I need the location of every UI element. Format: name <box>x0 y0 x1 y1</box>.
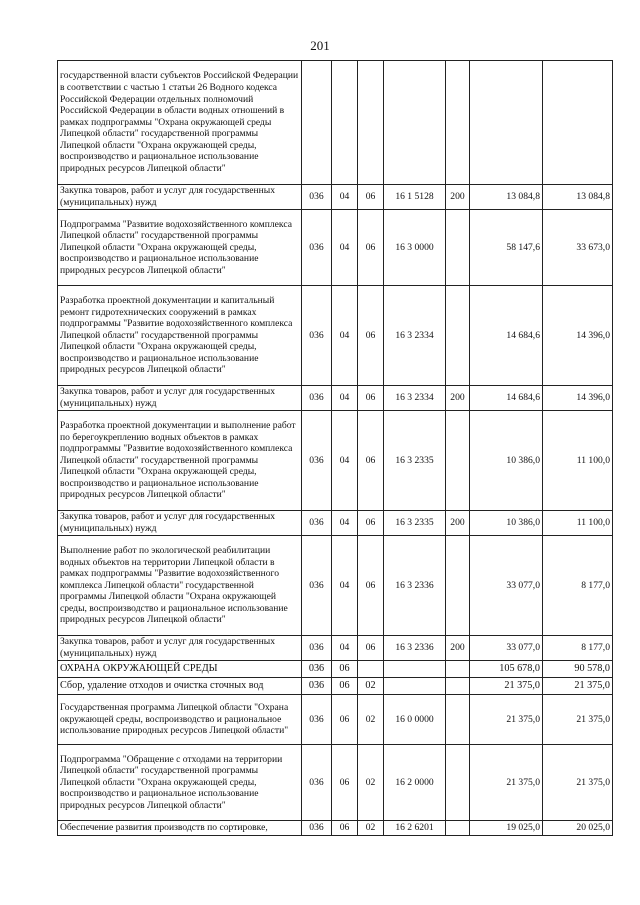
row-amount-year-2: 11 100,0 <box>543 511 613 536</box>
row-section: 04 <box>332 210 358 286</box>
row-target-article: 16 3 2335 <box>384 511 446 536</box>
row-ministry-code: 036 <box>302 411 332 511</box>
table-row <box>58 678 613 695</box>
row-amount-year-2: 14 396,0 <box>543 386 613 411</box>
row-ministry-code: 036 <box>302 536 332 636</box>
row-expense-type <box>446 210 470 286</box>
row-subsection <box>358 61 384 185</box>
row-section: 04 <box>332 536 358 636</box>
row-target-article: 16 3 2336 <box>384 536 446 636</box>
row-section <box>332 61 358 185</box>
row-target-article: 16 2 6201 <box>384 821 446 836</box>
row-ministry-code: 036 <box>302 185 332 210</box>
table-row <box>58 210 613 286</box>
row-expense-type <box>446 61 470 185</box>
row-section: 04 <box>332 185 358 210</box>
row-description: Сбор, удаление отходов и очистка сточных вод <box>58 678 302 695</box>
table-row <box>58 286 613 386</box>
row-description: Выполнение работ по экологической реабилитации водных объектов на территории Липецкой области в рамках подпрограммы "Развитие водохозяйственного комплекса Липецкой области" государственной программы Липецкой области "Охрана окружающей среды, воспроизводство и рациональное использование природных ресурсов Липецкой области" <box>58 536 302 636</box>
row-subsection: 02 <box>358 745 384 821</box>
row-amount-year-2: 90 578,0 <box>543 661 613 678</box>
row-amount-year-2: 13 084,8 <box>543 185 613 210</box>
table-row <box>58 61 613 185</box>
budget-table-body <box>58 61 613 836</box>
row-expense-type <box>446 821 470 836</box>
row-amount-year-1: 33 077,0 <box>470 636 543 661</box>
row-expense-type: 200 <box>446 636 470 661</box>
row-description: Закупка товаров, работ и услуг для государственных (муниципальных) нужд <box>58 185 302 210</box>
page-number: 201 <box>310 38 330 53</box>
row-section: 04 <box>332 636 358 661</box>
row-description: Подпрограмма "Развитие водохозяйственного комплекса Липецкой области" государственной программы Липецкой области "Охрана окружающей среды, воспроизводство и рациональное использование природных ресурсов Липецкой области" <box>58 210 302 286</box>
row-target-article: 16 2 0000 <box>384 745 446 821</box>
row-section: 04 <box>332 411 358 511</box>
row-description: Закупка товаров, работ и услуг для государственных (муниципальных) нужд <box>58 386 302 411</box>
row-amount-year-1: 14 684,6 <box>470 386 543 411</box>
row-expense-type: 200 <box>446 185 470 210</box>
row-expense-type <box>446 745 470 821</box>
row-subsection: 06 <box>358 411 384 511</box>
row-amount-year-2: 33 673,0 <box>543 210 613 286</box>
row-amount-year-1: 21 375,0 <box>470 745 543 821</box>
row-amount-year-2 <box>543 61 613 185</box>
row-amount-year-2: 21 375,0 <box>543 745 613 821</box>
row-target-article: 16 3 2335 <box>384 411 446 511</box>
row-expense-type <box>446 695 470 745</box>
row-amount-year-1: 21 375,0 <box>470 678 543 695</box>
row-amount-year-2: 14 396,0 <box>543 286 613 386</box>
row-amount-year-2: 21 375,0 <box>543 678 613 695</box>
row-amount-year-2: 8 177,0 <box>543 636 613 661</box>
row-subsection: 06 <box>358 210 384 286</box>
row-description: Подпрограмма "Обращение с отходами на территории Липецкой области" государственной программы Липецкой области "Охрана окружающей среды, воспроизводство и рациональное использование природных ресурсов Липецкой области" <box>58 745 302 821</box>
row-amount-year-1: 10 386,0 <box>470 511 543 536</box>
row-section: 04 <box>332 386 358 411</box>
row-subsection: 06 <box>358 185 384 210</box>
row-section: 06 <box>332 745 358 821</box>
row-subsection <box>358 661 384 678</box>
row-description: Обеспечение развития производств по сортировке, <box>58 821 302 836</box>
row-amount-year-1: 105 678,0 <box>470 661 543 678</box>
row-subsection: 06 <box>358 536 384 636</box>
row-ministry-code: 036 <box>302 745 332 821</box>
row-description: государственной власти субъектов Российской Федерации в соответствии с частью 1 статьи 26 Водного кодекса Российской Федерации отдельных полномочий Российской Федерации в области водных отношений в рамках подпрограммы "Охрана окружающей среды Липецкой области" государственной программы Липецкой области "Охрана окружающей среды, воспроизводство и рациональное использование природных ресурсов Липецкой области" <box>58 61 302 185</box>
row-expense-type <box>446 536 470 636</box>
row-expense-type <box>446 286 470 386</box>
table-row <box>58 411 613 511</box>
row-subsection: 02 <box>358 695 384 745</box>
row-subsection: 06 <box>358 286 384 386</box>
row-amount-year-1: 10 386,0 <box>470 411 543 511</box>
row-amount-year-1: 19 025,0 <box>470 821 543 836</box>
table-row <box>58 821 613 836</box>
row-subsection: 06 <box>358 386 384 411</box>
row-amount-year-1 <box>470 61 543 185</box>
row-description: Закупка товаров, работ и услуг для государственных (муниципальных) нужд <box>58 511 302 536</box>
row-target-article: 16 3 2334 <box>384 386 446 411</box>
row-subsection: 06 <box>358 636 384 661</box>
row-ministry-code <box>302 61 332 185</box>
row-amount-year-1: 58 147,6 <box>470 210 543 286</box>
row-target-article: 16 3 2336 <box>384 636 446 661</box>
row-ministry-code: 036 <box>302 636 332 661</box>
row-expense-type <box>446 678 470 695</box>
row-target-article: 16 3 0000 <box>384 210 446 286</box>
row-ministry-code: 036 <box>302 821 332 836</box>
row-expense-type: 200 <box>446 386 470 411</box>
row-description: ОХРАНА ОКРУЖАЮЩЕЙ СРЕДЫ <box>58 661 302 678</box>
table-row <box>58 185 613 210</box>
row-section: 06 <box>332 678 358 695</box>
table-row <box>58 661 613 678</box>
row-target-article: 16 3 2334 <box>384 286 446 386</box>
row-description: Разработка проектной документации и капитальный ремонт гидротехнических сооружений в рамках подпрограммы "Развитие водохозяйственного комплекса Липецкой области" государственной программы Липецкой области "Охрана окружающей среды, воспроизводство и рациональное использование природных ресурсов Липецкой области" <box>58 286 302 386</box>
row-target-article <box>384 678 446 695</box>
row-subsection: 02 <box>358 678 384 695</box>
row-ministry-code: 036 <box>302 661 332 678</box>
row-ministry-code: 036 <box>302 695 332 745</box>
row-section: 04 <box>332 286 358 386</box>
row-expense-type: 200 <box>446 511 470 536</box>
row-target-article: 16 1 5128 <box>384 185 446 210</box>
row-section: 06 <box>332 821 358 836</box>
row-ministry-code: 036 <box>302 511 332 536</box>
row-section: 06 <box>332 695 358 745</box>
row-subsection: 06 <box>358 511 384 536</box>
table-row <box>58 511 613 536</box>
row-target-article <box>384 61 446 185</box>
row-description: Разработка проектной документации и выполнение работ по берегоукреплению водных объектов в рамках подпрограммы "Развитие водохозяйственного комплекса Липецкой области" государственной программы Липецкой области "Охрана окружающей среды, воспроизводство и рациональное использование природных ресурсов Липецкой области" <box>58 411 302 511</box>
row-amount-year-2: 20 025,0 <box>543 821 613 836</box>
table-row <box>58 386 613 411</box>
row-target-article <box>384 661 446 678</box>
row-section: 06 <box>332 661 358 678</box>
row-section: 04 <box>332 511 358 536</box>
row-ministry-code: 036 <box>302 210 332 286</box>
row-amount-year-1: 33 077,0 <box>470 536 543 636</box>
row-amount-year-1: 13 084,8 <box>470 185 543 210</box>
table-row <box>58 745 613 821</box>
row-amount-year-2: 11 100,0 <box>543 411 613 511</box>
row-expense-type <box>446 411 470 511</box>
row-ministry-code: 036 <box>302 386 332 411</box>
table-row <box>58 695 613 745</box>
row-amount-year-1: 21 375,0 <box>470 695 543 745</box>
row-ministry-code: 036 <box>302 286 332 386</box>
row-expense-type <box>446 661 470 678</box>
row-amount-year-2: 21 375,0 <box>543 695 613 745</box>
row-description: Государственная программа Липецкой области "Охрана окружающей среды, воспроизводство и рациональное использование природных ресурсов Липецкой области" <box>58 695 302 745</box>
row-ministry-code: 036 <box>302 678 332 695</box>
row-subsection: 02 <box>358 821 384 836</box>
row-amount-year-2: 8 177,0 <box>543 536 613 636</box>
row-amount-year-1: 14 684,6 <box>470 286 543 386</box>
budget-table <box>57 60 613 836</box>
table-row <box>58 636 613 661</box>
row-target-article: 16 0 0000 <box>384 695 446 745</box>
row-description: Закупка товаров, работ и услуг для государственных (муниципальных) нужд <box>58 636 302 661</box>
table-row <box>58 536 613 636</box>
